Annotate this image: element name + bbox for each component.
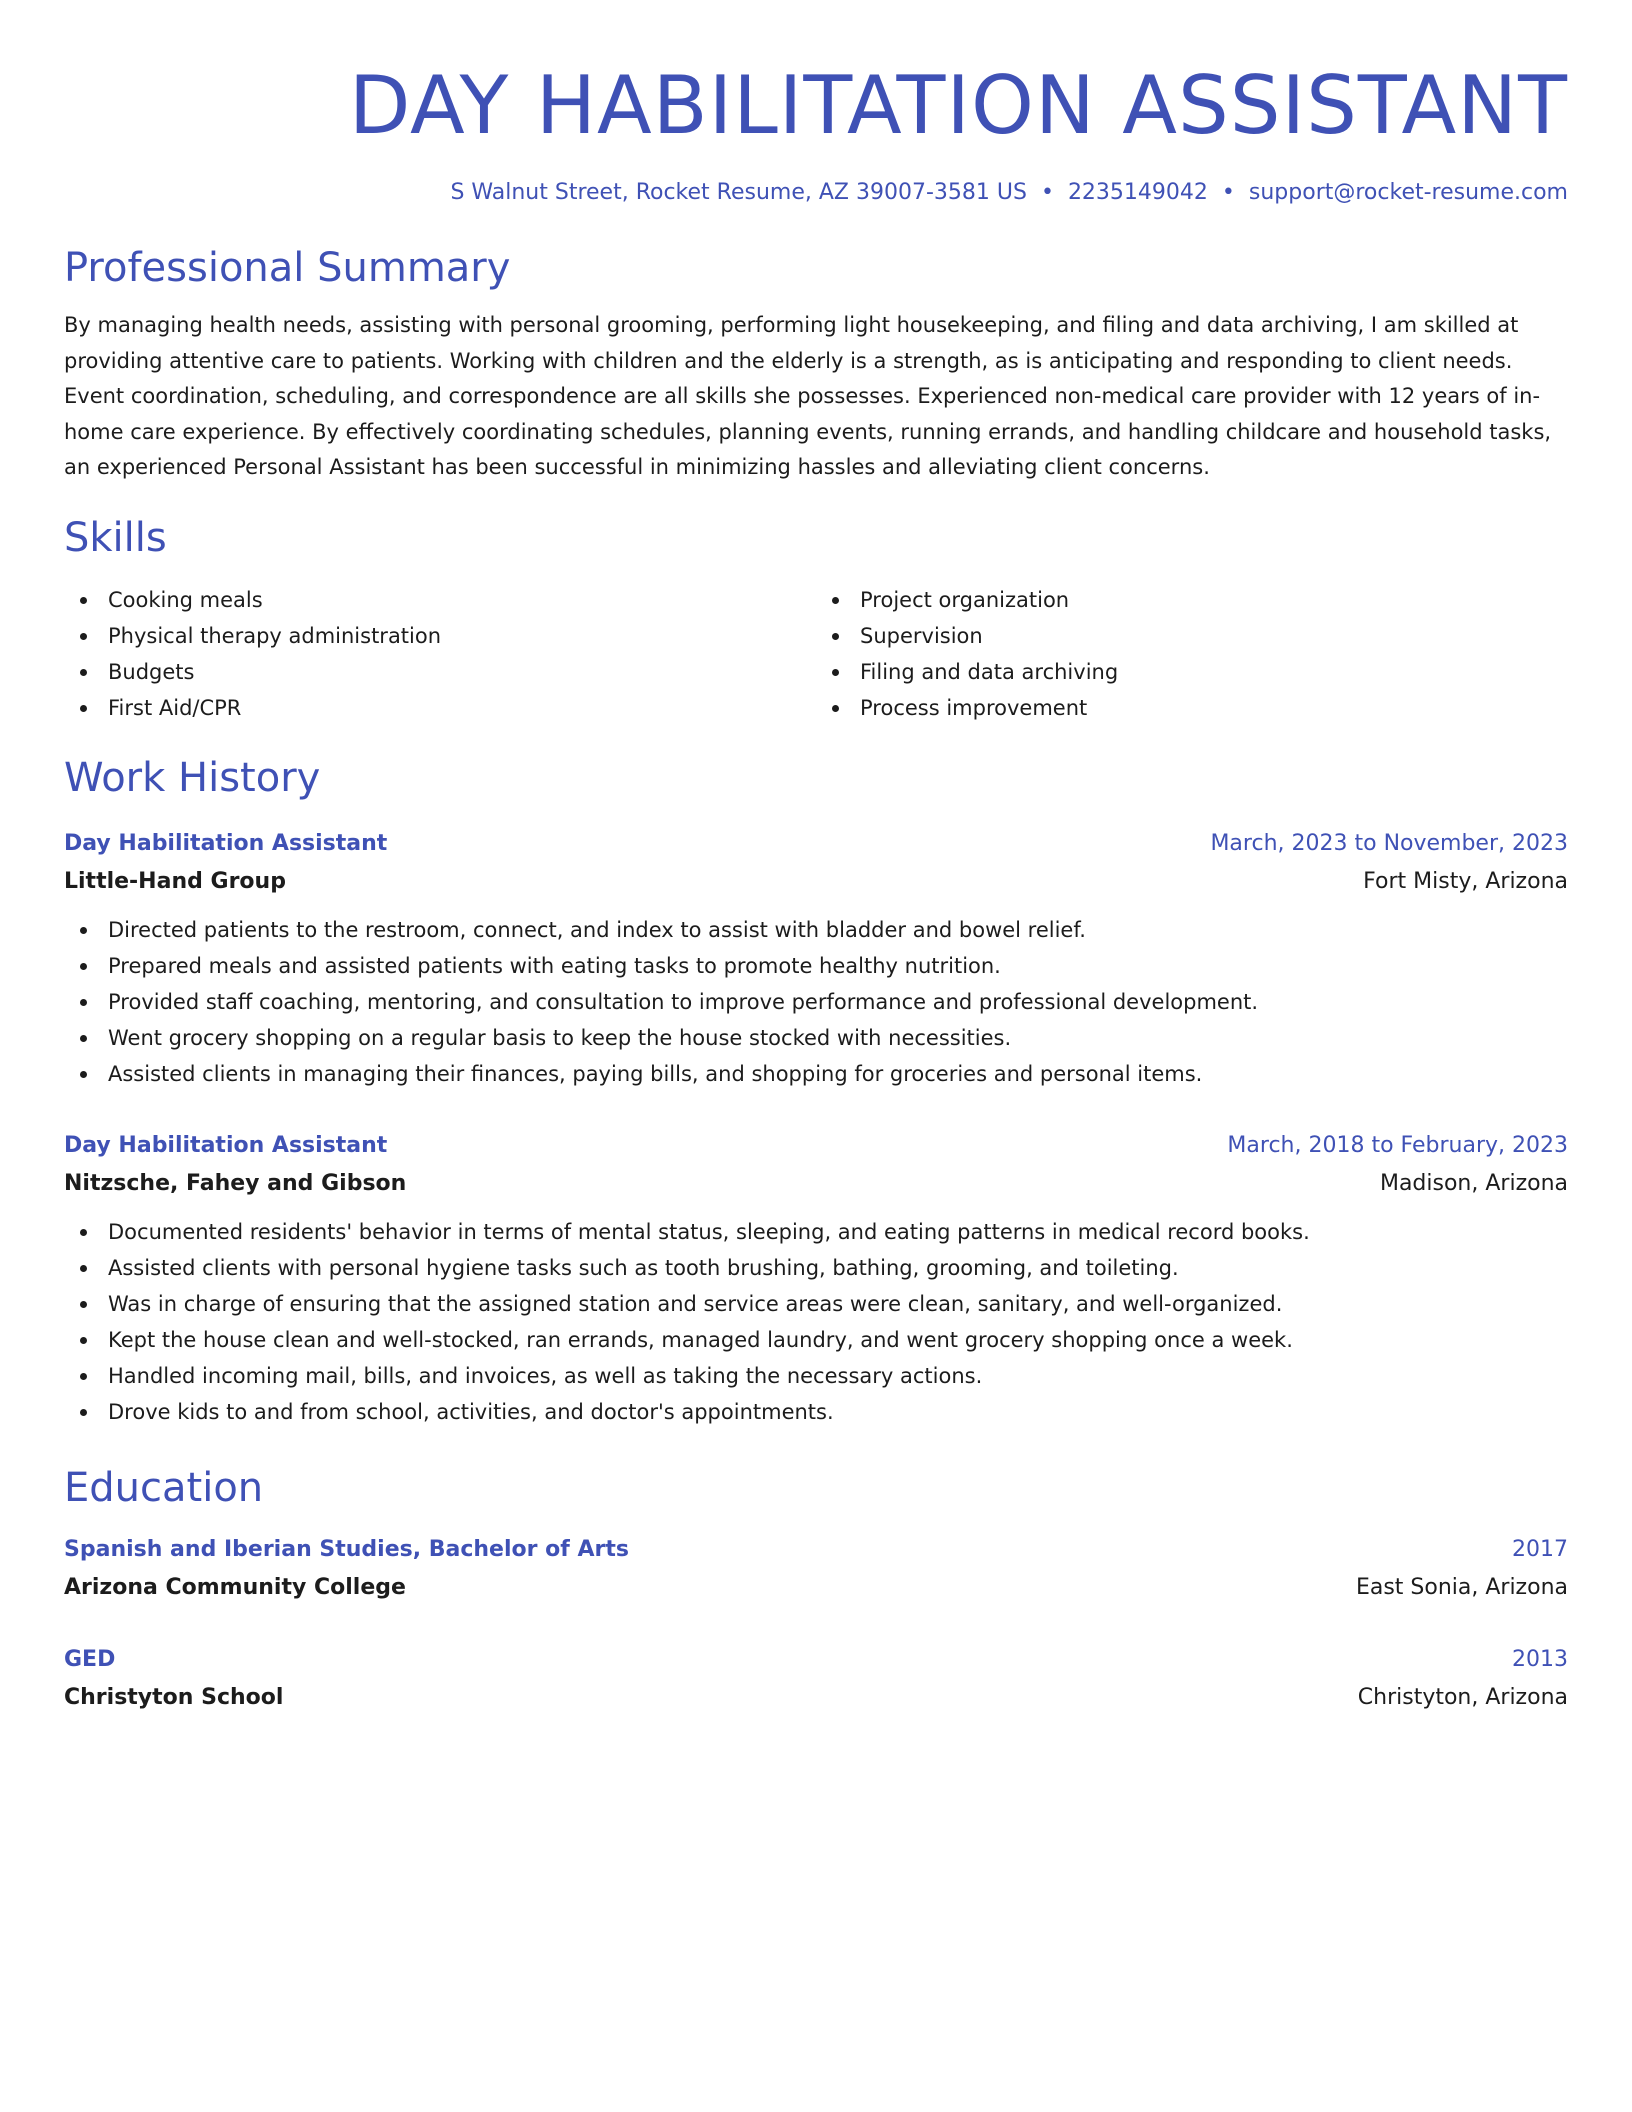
section-title-skills: Skills (64, 514, 167, 561)
job-bullet: Prepared meals and assisted patients with eating tasks to promote healthy nutrition. (64, 948, 1568, 984)
education-year: 2013 (1512, 1646, 1568, 1672)
education-section (64, 1466, 1568, 1718)
job-entry (64, 826, 1568, 1092)
job-bullet: Assisted clients in managing their finances, paying bills, and shopping for groceries and personal items. (64, 1056, 1568, 1092)
resume-name: DAY HABILITATION ASSISTANT (348, 59, 1568, 152)
section-title-work: Work History (64, 754, 321, 801)
job-bullet: Assisted clients with personal hygiene tasks such as tooth brushing, bathing, grooming, and toileting. (64, 1250, 1568, 1286)
job-dates: March, 2023 to November, 2023 (1210, 830, 1568, 856)
job-title: Day Habilitation Assistant (64, 830, 388, 856)
job-employer: Little-Hand Group (64, 868, 286, 894)
job-bullet: Drove kids to and from school, activities, and doctor's appointments. (64, 1394, 1568, 1430)
job-bullet: Provided staff coaching, mentoring, and consultation to improve performance and professional development. (64, 984, 1568, 1020)
work-history-section (64, 756, 1568, 1430)
job-employer: Nitzsche, Fahey and Gibson (64, 1170, 407, 1196)
skills-column-right (816, 582, 1568, 726)
summary-text: By managing health needs, assisting with personal grooming, performing light housekeeping, and filing and data archiving, I am skilled at providing attentive care to patients. Working with children and the elderly is a strength, as is anticipating and responding to client needs. Event coordination, scheduling, and correspondence are all skills she possesses. Experienced non-medical care provider with 12 years of in-home care experience. By effectively coordinating schedules, planning events, running errands, and handling childcare and household tasks, an experienced Personal Assistant has been successful in minimizing hassles and alleviating client concerns. (64, 313, 1552, 479)
job-location: Madison, Arizona (1379, 1170, 1568, 1196)
skills-column-left (64, 582, 816, 726)
education-school: Arizona Community College (64, 1574, 406, 1600)
professional-summary-section (64, 246, 1568, 486)
contact-phone: 2235149042 (1067, 180, 1208, 205)
education-location: East Sonia, Arizona (1355, 1574, 1568, 1600)
job-bullets (64, 912, 1568, 1092)
education-location: Christyton, Arizona (1357, 1684, 1568, 1710)
education-header-row (64, 1532, 1568, 1568)
job-dates: March, 2018 to February, 2023 (1227, 1132, 1568, 1158)
education-entry (64, 1642, 1568, 1718)
education-school: Christyton School (64, 1684, 284, 1710)
skill-item: Process improvement (816, 690, 1568, 726)
job-bullet: Handled incoming mail, bills, and invoices, as well as taking the necessary actions. (64, 1358, 1568, 1394)
section-title-summary: Professional Summary (64, 245, 511, 291)
education-school-row (64, 1568, 1568, 1608)
job-bullets (64, 1214, 1568, 1430)
contact-email[interactable]: support@rocket-resume.com (1248, 180, 1568, 205)
education-degree: GED (64, 1646, 116, 1672)
job-header-row (64, 826, 1568, 862)
job-employer-row (64, 1164, 1568, 1204)
contact-line (64, 178, 1568, 208)
skill-item: Project organization (816, 582, 1568, 618)
education-year: 2017 (1512, 1536, 1568, 1562)
job-bullet: Directed patients to the restroom, connect, and index to assist with bladder and bowel relief. (64, 912, 1568, 948)
skill-item: Cooking meals (64, 582, 816, 618)
job-bullet: Kept the house clean and well-stocked, ran errands, managed laundry, and went grocery shopping once a week. (64, 1322, 1568, 1358)
education-degree: Spanish and Iberian Studies, Bachelor of Arts (64, 1536, 629, 1562)
skill-item: Supervision (816, 618, 1568, 654)
skill-item: Budgets (64, 654, 816, 690)
skill-item: Physical therapy administration (64, 618, 816, 654)
education-school-row (64, 1678, 1568, 1718)
job-bullet: Went grocery shopping on a regular basis to keep the house stocked with necessities. (64, 1020, 1568, 1056)
contact-separator: • (1040, 180, 1054, 205)
job-bullet: Was in charge of ensuring that the assigned station and service areas were clean, sanitary, and well-organized. (64, 1286, 1568, 1322)
education-header-row (64, 1642, 1568, 1678)
job-header-row (64, 1128, 1568, 1164)
skills-section (64, 516, 1568, 726)
education-entry (64, 1532, 1568, 1608)
job-location: Fort Misty, Arizona (1363, 868, 1568, 894)
job-entry (64, 1128, 1568, 1430)
skill-item: Filing and data archiving (816, 654, 1568, 690)
job-bullet: Documented residents' behavior in terms of mental status, sleeping, and eating patterns in medical record books. (64, 1214, 1568, 1250)
skill-item: First Aid/CPR (64, 690, 816, 726)
contact-separator: • (1221, 180, 1235, 205)
job-employer-row (64, 862, 1568, 902)
section-title-education: Education (64, 1464, 264, 1511)
skills-grid (64, 582, 1568, 726)
job-title: Day Habilitation Assistant (64, 1132, 388, 1158)
contact-address: S Walnut Street, Rocket Resume, AZ 39007-3581 US (450, 180, 1027, 205)
